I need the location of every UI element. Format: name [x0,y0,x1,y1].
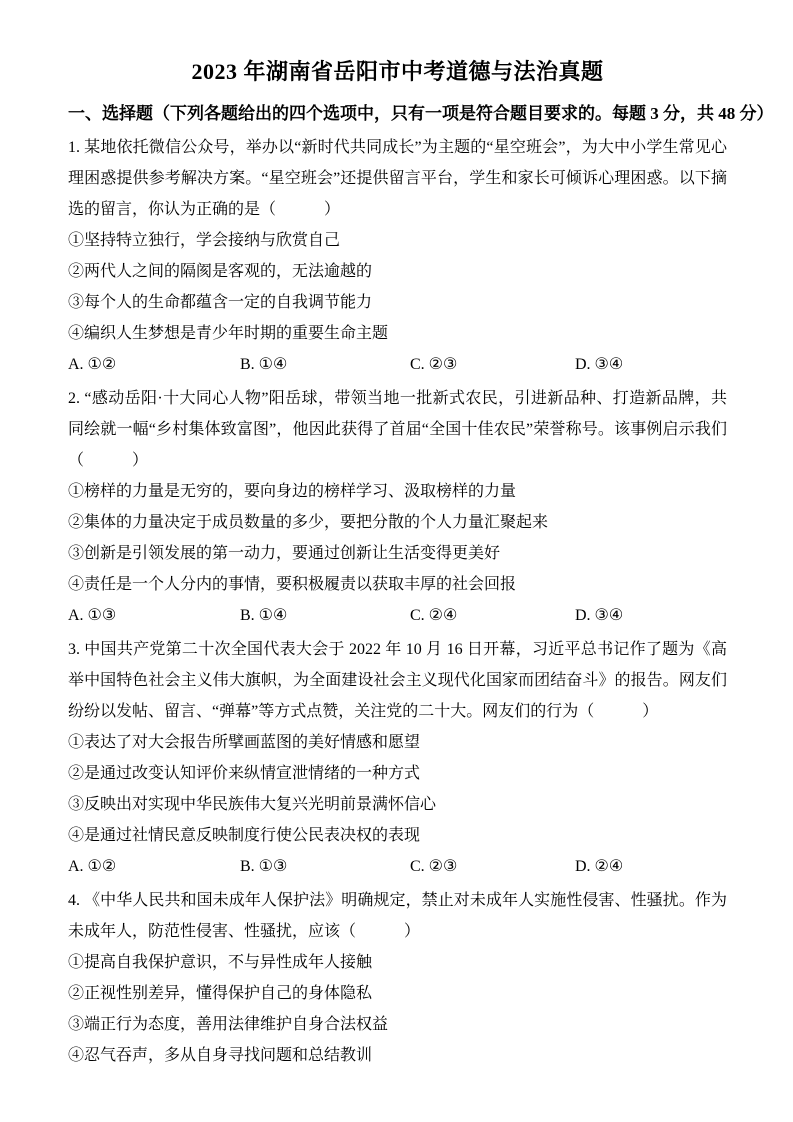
question-2 [68,383,727,631]
question-4-option-1: ①提高自我保护意识，不与异性成年人接触 [68,954,373,971]
question-2-option-4: ④责任是一个人分内的事情，要积极履责以获取丰厚的社会回报 [68,576,517,593]
question-3-choice-b: B. ①③ [240,858,288,875]
question-3-option-3: ③反映出对实现中华民族伟大复兴光明前景满怀信心 [68,796,437,813]
question-2-choice-d: D. ③④ [575,607,624,624]
question-2-choice-c: C. ②④ [410,607,458,624]
question-3-stem: 3. 中国共产党第二十次全国代表大会于 2022 年 10 月 16 日开幕，习近平总书记作了题为《高举中国特色社会主义伟大旗帜，为全面建设社会主义现代化国家而团结奋斗》的报告。网友们纷纷以发帖、留言、“弹幕”等方式点赞，关注党的二十大。网友们的行为（ ） [68,641,727,720]
question-4-option-2: ②正视性别差异，懂得保护自己的身体隐私 [68,985,373,1002]
question-1-choice-b: B. ①④ [240,356,288,373]
question-2-choice-a: A. ①③ [68,607,117,624]
question-1 [68,132,727,380]
page-title: 2023 年湖南省岳阳市中考道德与法治真题 [191,59,604,84]
question-2-option-2: ②集体的力量决定于成员数量的多少，要把分散的个人力量汇聚起来 [68,514,549,531]
question-2-option-1: ①榜样的力量是无穷的，要向身边的榜样学习、汲取榜样的力量 [68,483,517,500]
question-1-option-2: ②两代人之间的隔阂是客观的，无法逾越的 [68,263,373,280]
question-3-option-2: ②是通过改变认知评价来纵情宣泄情绪的一种方式 [68,765,421,782]
question-4 [68,885,727,1071]
question-1-choice-a: A. ①② [68,356,117,373]
question-3 [68,634,727,882]
question-1-option-3: ③每个人的生命都蕴含一定的自我调节能力 [68,294,373,311]
question-1-stem: 1. 某地依托微信公众号，举办以“新时代共同成长”为主题的“星空班会”，为大中小学生常见心理困惑提供参考解决方案。“星空班会”还提供留言平台，学生和家长可倾诉心理困惑。以下摘选的留言，你认为正确的是（ ） [68,139,727,218]
question-2-stem: 2. “感动岳阳·十大同心人物”阳岳球，带领当地一批新式农民，引进新品种、打造新品牌，共同绘就一幅“乡村集体致富图”，他因此获得了首届“全国十佳农民”荣誉称号。该事例启示我们（ ） [68,390,727,469]
question-1-option-1: ①坚持特立独行，学会接纳与欣赏自己 [68,232,341,249]
question-3-option-1: ①表达了对大会报告所擘画蓝图的美好情感和愿望 [68,734,421,751]
question-2-choice-b: B. ①④ [240,607,288,624]
question-4-stem: 4. 《中华人民共和国未成年人保护法》明确规定，禁止对未成年人实施性侵害、性骚扰。作为未成年人，防范性侵害、性骚扰，应该（ ） [68,892,727,940]
question-3-choice-a: A. ①② [68,858,117,875]
question-1-choice-c: C. ②③ [410,356,458,373]
question-4-option-4: ④忍气吞声，多从自身寻找问题和总结教训 [68,1047,373,1064]
section-header: 一、选择题（下列各题给出的四个选项中，只有一项是符合题目要求的。每题 3 分，共 48 分） [68,104,774,123]
question-3-option-4: ④是通过社情民意反映制度行使公民表决权的表现 [68,827,421,844]
question-1-option-4: ④编织人生梦想是青少年时期的重要生命主题 [68,325,389,342]
question-1-choice-d: D. ③④ [575,356,624,373]
question-2-option-3: ③创新是引领发展的第一动力，要通过创新让生活变得更美好 [68,545,501,562]
question-2-choices-row [68,600,727,631]
question-4-option-3: ③端正行为态度，善用法律维护自身合法权益 [68,1016,389,1033]
question-3-choice-d: D. ②④ [575,858,624,875]
question-1-choices-row [68,349,727,380]
question-3-choice-c: C. ②③ [410,858,458,875]
question-3-choices-row [68,851,727,882]
